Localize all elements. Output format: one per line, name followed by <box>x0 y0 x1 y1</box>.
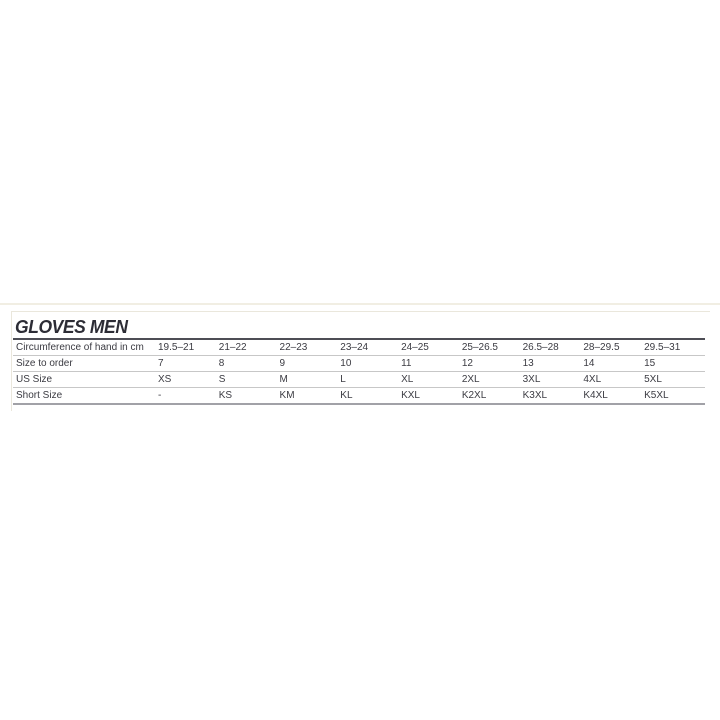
table-cell: S <box>218 374 226 385</box>
table-cell: 5XL <box>644 374 662 385</box>
table-cell: 3XL <box>522 374 541 385</box>
size-chart-title: GLOVES MEN <box>15 317 128 337</box>
table-cell: 22–23 <box>279 342 308 353</box>
table-cell: 25–26.5 <box>461 342 498 353</box>
table-row-circumference <box>13 339 705 356</box>
table-cell: 19.5–21 <box>158 342 195 353</box>
table-cell: 13 <box>522 358 534 369</box>
table-cell: XL <box>401 374 414 385</box>
size-table-body <box>13 339 705 404</box>
table-cell: M <box>279 374 288 385</box>
table-cell: 2XL <box>461 374 480 385</box>
table-cell: 10 <box>340 358 352 369</box>
table-cell: 14 <box>583 358 595 369</box>
table-cell: 28–29.5 <box>583 342 620 353</box>
table-cell: - <box>158 390 162 401</box>
table-cell: 8 <box>218 358 225 369</box>
table-cell: 21–22 <box>218 342 247 353</box>
table-cell: 15 <box>644 358 656 369</box>
table-cell: K3XL <box>522 390 548 401</box>
row-label: Circumference of hand in cm <box>16 342 144 353</box>
table-cell: KL <box>340 390 353 401</box>
table-cell: 29.5–31 <box>644 342 681 353</box>
row-label: Short Size <box>16 390 63 401</box>
table-cell: KM <box>279 390 295 401</box>
table-row-short-size <box>13 388 705 405</box>
table-cell: 9 <box>279 358 286 369</box>
row-label: Size to order <box>16 358 73 369</box>
table-cell: KXL <box>401 390 420 401</box>
table-cell: XS <box>158 374 172 385</box>
gloves-size-table <box>13 338 705 405</box>
table-cell: K4XL <box>583 390 608 401</box>
table-cell: K5XL <box>644 390 669 401</box>
table-cell: 12 <box>461 358 473 369</box>
page-divider <box>0 303 720 305</box>
table-cell: 4XL <box>583 374 602 385</box>
table-row-size-to-order <box>13 356 705 372</box>
table-cell: 26.5–28 <box>522 342 559 353</box>
table-cell: 23–24 <box>340 342 369 353</box>
table-cell: 11 <box>401 358 412 369</box>
row-label: US Size <box>16 374 53 385</box>
table-cell: 7 <box>158 358 164 369</box>
table-cell: K2XL <box>461 390 487 401</box>
table-cell: L <box>340 374 346 385</box>
table-cell: KS <box>218 390 233 401</box>
table-cell: 24–25 <box>401 342 429 353</box>
size-chart-panel <box>11 311 710 411</box>
table-row-us-size <box>13 372 705 388</box>
